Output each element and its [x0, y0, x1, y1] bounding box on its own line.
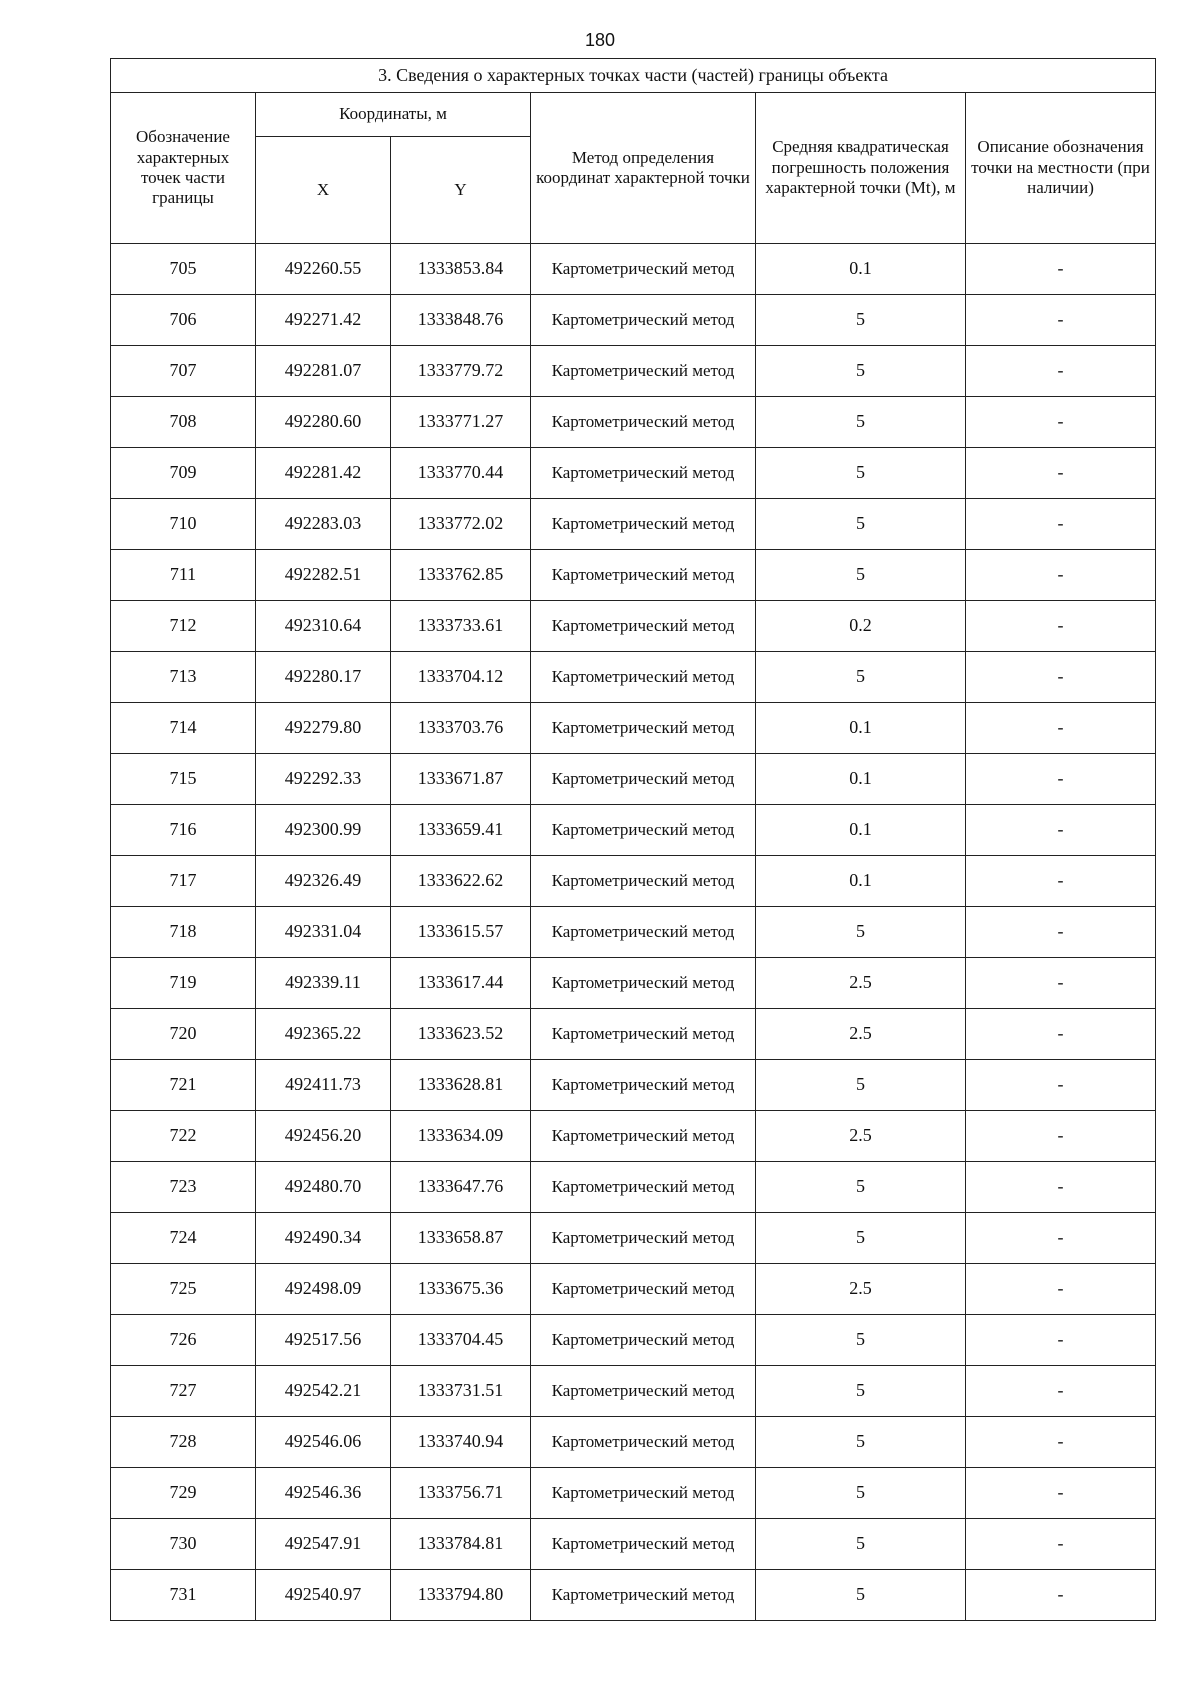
- cell-x: 492331.04: [256, 907, 391, 958]
- cell-description: -: [966, 1009, 1156, 1060]
- cell-x: 492339.11: [256, 958, 391, 1009]
- header-x: X: [256, 137, 391, 244]
- table-row: [111, 1213, 1156, 1264]
- cell-method: Картометрический метод: [531, 1162, 756, 1213]
- cell-error: 5: [756, 1315, 966, 1366]
- cell-method: Картометрический метод: [531, 805, 756, 856]
- cell-error: 0.2: [756, 601, 966, 652]
- cell-y: 1333772.02: [391, 499, 531, 550]
- header-error: Средняя квадратическая погрешность положения характерной точки (Mt), м: [756, 93, 966, 244]
- cell-method: Картометрический метод: [531, 754, 756, 805]
- cell-y: 1333762.85: [391, 550, 531, 601]
- cell-error: 5: [756, 1468, 966, 1519]
- cell-description: -: [966, 1060, 1156, 1111]
- table-row: [111, 958, 1156, 1009]
- cell-x: 492517.56: [256, 1315, 391, 1366]
- cell-description: -: [966, 295, 1156, 346]
- boundary-points-table: [110, 58, 1156, 1621]
- cell-error: 0.1: [756, 754, 966, 805]
- table-row: [111, 1570, 1156, 1621]
- cell-x: 492292.33: [256, 754, 391, 805]
- cell-x: 492480.70: [256, 1162, 391, 1213]
- cell-y: 1333659.41: [391, 805, 531, 856]
- cell-point: 725: [111, 1264, 256, 1315]
- cell-method: Картометрический метод: [531, 295, 756, 346]
- cell-point: 729: [111, 1468, 256, 1519]
- table-row: [111, 448, 1156, 499]
- table-row: [111, 397, 1156, 448]
- cell-method: Картометрический метод: [531, 856, 756, 907]
- cell-description: -: [966, 703, 1156, 754]
- cell-point: 722: [111, 1111, 256, 1162]
- cell-method: Картометрический метод: [531, 244, 756, 295]
- cell-point: 731: [111, 1570, 256, 1621]
- cell-method: Картометрический метод: [531, 703, 756, 754]
- cell-method: Картометрический метод: [531, 1570, 756, 1621]
- table-title: 3. Сведения о характерных точках части (частей) границы объекта: [111, 59, 1156, 93]
- cell-x: 492542.21: [256, 1366, 391, 1417]
- table-row: [111, 856, 1156, 907]
- table-row: [111, 754, 1156, 805]
- cell-point: 720: [111, 1009, 256, 1060]
- table-row: [111, 1366, 1156, 1417]
- cell-y: 1333634.09: [391, 1111, 531, 1162]
- table-row: [111, 652, 1156, 703]
- cell-point: 719: [111, 958, 256, 1009]
- cell-method: Картометрический метод: [531, 1009, 756, 1060]
- cell-method: Картометрический метод: [531, 652, 756, 703]
- table-row: [111, 907, 1156, 958]
- cell-x: 492365.22: [256, 1009, 391, 1060]
- cell-x: 492547.91: [256, 1519, 391, 1570]
- cell-x: 492260.55: [256, 244, 391, 295]
- cell-error: 5: [756, 907, 966, 958]
- cell-point: 710: [111, 499, 256, 550]
- cell-description: -: [966, 397, 1156, 448]
- header-point: Обозначение характерных точек части границы: [111, 93, 256, 244]
- cell-description: -: [966, 1264, 1156, 1315]
- cell-point: 713: [111, 652, 256, 703]
- cell-x: 492310.64: [256, 601, 391, 652]
- header-row-1: [111, 93, 1156, 137]
- cell-point: 708: [111, 397, 256, 448]
- cell-error: 5: [756, 1519, 966, 1570]
- cell-y: 1333740.94: [391, 1417, 531, 1468]
- table-row: [111, 1417, 1156, 1468]
- cell-method: Картометрический метод: [531, 1468, 756, 1519]
- table-body: [111, 244, 1156, 1621]
- cell-y: 1333622.62: [391, 856, 531, 907]
- cell-x: 492411.73: [256, 1060, 391, 1111]
- cell-description: -: [966, 346, 1156, 397]
- cell-method: Картометрический метод: [531, 499, 756, 550]
- cell-y: 1333756.71: [391, 1468, 531, 1519]
- cell-description: -: [966, 652, 1156, 703]
- cell-x: 492300.99: [256, 805, 391, 856]
- cell-x: 492490.34: [256, 1213, 391, 1264]
- cell-y: 1333853.84: [391, 244, 531, 295]
- cell-y: 1333731.51: [391, 1366, 531, 1417]
- cell-method: Картометрический метод: [531, 1213, 756, 1264]
- cell-method: Картометрический метод: [531, 1366, 756, 1417]
- cell-y: 1333658.87: [391, 1213, 531, 1264]
- cell-error: 2.5: [756, 1009, 966, 1060]
- cell-x: 492281.42: [256, 448, 391, 499]
- cell-y: 1333770.44: [391, 448, 531, 499]
- cell-method: Картометрический метод: [531, 1264, 756, 1315]
- cell-error: 5: [756, 1570, 966, 1621]
- cell-method: Картометрический метод: [531, 601, 756, 652]
- cell-y: 1333675.36: [391, 1264, 531, 1315]
- cell-x: 492456.20: [256, 1111, 391, 1162]
- cell-point: 730: [111, 1519, 256, 1570]
- cell-error: 0.1: [756, 805, 966, 856]
- cell-method: Картометрический метод: [531, 1111, 756, 1162]
- cell-error: 0.1: [756, 703, 966, 754]
- cell-x: 492282.51: [256, 550, 391, 601]
- cell-description: -: [966, 1213, 1156, 1264]
- cell-description: -: [966, 754, 1156, 805]
- cell-error: 5: [756, 1366, 966, 1417]
- cell-point: 706: [111, 295, 256, 346]
- cell-description: -: [966, 1162, 1156, 1213]
- table-row: [111, 1468, 1156, 1519]
- table-row: [111, 703, 1156, 754]
- cell-method: Картометрический метод: [531, 907, 756, 958]
- cell-error: 5: [756, 448, 966, 499]
- cell-method: Картометрический метод: [531, 958, 756, 1009]
- cell-point: 723: [111, 1162, 256, 1213]
- table-row: [111, 346, 1156, 397]
- cell-point: 717: [111, 856, 256, 907]
- cell-point: 711: [111, 550, 256, 601]
- cell-point: 715: [111, 754, 256, 805]
- table-row: [111, 1060, 1156, 1111]
- cell-description: -: [966, 448, 1156, 499]
- table-row: [111, 499, 1156, 550]
- cell-y: 1333733.61: [391, 601, 531, 652]
- cell-x: 492283.03: [256, 499, 391, 550]
- cell-error: 2.5: [756, 1264, 966, 1315]
- cell-description: -: [966, 1468, 1156, 1519]
- cell-method: Картометрический метод: [531, 1417, 756, 1468]
- table-row: [111, 244, 1156, 295]
- table-row: [111, 295, 1156, 346]
- cell-error: 5: [756, 1213, 966, 1264]
- cell-description: -: [966, 244, 1156, 295]
- table-row: [111, 1315, 1156, 1366]
- cell-y: 1333784.81: [391, 1519, 531, 1570]
- cell-description: -: [966, 1417, 1156, 1468]
- cell-point: 721: [111, 1060, 256, 1111]
- cell-x: 492540.97: [256, 1570, 391, 1621]
- table-row: [111, 1162, 1156, 1213]
- cell-point: 714: [111, 703, 256, 754]
- cell-error: 5: [756, 1162, 966, 1213]
- cell-method: Картометрический метод: [531, 1519, 756, 1570]
- cell-description: -: [966, 1366, 1156, 1417]
- page-number: 180: [584, 30, 616, 50]
- cell-y: 1333671.87: [391, 754, 531, 805]
- cell-description: -: [966, 1519, 1156, 1570]
- cell-y: 1333704.12: [391, 652, 531, 703]
- cell-description: -: [966, 499, 1156, 550]
- cell-y: 1333779.72: [391, 346, 531, 397]
- cell-y: 1333615.57: [391, 907, 531, 958]
- cell-method: Картометрический метод: [531, 448, 756, 499]
- cell-point: 727: [111, 1366, 256, 1417]
- table-row: [111, 550, 1156, 601]
- header-method: Метод определения координат характерной точки: [531, 93, 756, 244]
- cell-point: 716: [111, 805, 256, 856]
- cell-error: 0.1: [756, 244, 966, 295]
- cell-method: Картометрический метод: [531, 397, 756, 448]
- cell-error: 5: [756, 1417, 966, 1468]
- cell-description: -: [966, 805, 1156, 856]
- cell-x: 492280.60: [256, 397, 391, 448]
- cell-x: 492281.07: [256, 346, 391, 397]
- cell-point: 707: [111, 346, 256, 397]
- header-y: Y: [391, 137, 531, 244]
- table-row: [111, 805, 1156, 856]
- cell-point: 718: [111, 907, 256, 958]
- cell-error: 5: [756, 550, 966, 601]
- cell-y: 1333628.81: [391, 1060, 531, 1111]
- cell-x: 492279.80: [256, 703, 391, 754]
- cell-error: 2.5: [756, 1111, 966, 1162]
- cell-description: -: [966, 907, 1156, 958]
- cell-error: 0.1: [756, 856, 966, 907]
- cell-method: Картометрический метод: [531, 1060, 756, 1111]
- cell-method: Картометрический метод: [531, 550, 756, 601]
- cell-description: -: [966, 856, 1156, 907]
- cell-error: 5: [756, 397, 966, 448]
- cell-point: 724: [111, 1213, 256, 1264]
- table-header: [111, 59, 1156, 244]
- cell-method: Картометрический метод: [531, 346, 756, 397]
- cell-error: 5: [756, 295, 966, 346]
- cell-error: 2.5: [756, 958, 966, 1009]
- cell-x: 492271.42: [256, 295, 391, 346]
- cell-x: 492326.49: [256, 856, 391, 907]
- cell-point: 712: [111, 601, 256, 652]
- cell-description: -: [966, 1111, 1156, 1162]
- cell-error: 5: [756, 499, 966, 550]
- cell-point: 726: [111, 1315, 256, 1366]
- cell-error: 5: [756, 346, 966, 397]
- cell-y: 1333704.45: [391, 1315, 531, 1366]
- cell-y: 1333848.76: [391, 295, 531, 346]
- cell-y: 1333703.76: [391, 703, 531, 754]
- cell-description: -: [966, 550, 1156, 601]
- cell-description: -: [966, 601, 1156, 652]
- table-row: [111, 601, 1156, 652]
- table-row: [111, 1111, 1156, 1162]
- table-title-row: [111, 59, 1156, 93]
- cell-x: 492498.09: [256, 1264, 391, 1315]
- table-row: [111, 1009, 1156, 1060]
- cell-x: 492280.17: [256, 652, 391, 703]
- cell-error: 5: [756, 1060, 966, 1111]
- cell-error: 5: [756, 652, 966, 703]
- header-coordinates: Координаты, м: [256, 93, 531, 137]
- table-row: [111, 1264, 1156, 1315]
- cell-point: 728: [111, 1417, 256, 1468]
- header-description: Описание обозначения точки на местности (при наличии): [966, 93, 1156, 244]
- cell-point: 705: [111, 244, 256, 295]
- cell-x: 492546.06: [256, 1417, 391, 1468]
- cell-y: 1333771.27: [391, 397, 531, 448]
- cell-x: 492546.36: [256, 1468, 391, 1519]
- cell-y: 1333623.52: [391, 1009, 531, 1060]
- cell-description: -: [966, 958, 1156, 1009]
- cell-method: Картометрический метод: [531, 1315, 756, 1366]
- cell-description: -: [966, 1570, 1156, 1621]
- cell-y: 1333794.80: [391, 1570, 531, 1621]
- table-row: [111, 1519, 1156, 1570]
- cell-description: -: [966, 1315, 1156, 1366]
- cell-y: 1333647.76: [391, 1162, 531, 1213]
- cell-y: 1333617.44: [391, 958, 531, 1009]
- cell-point: 709: [111, 448, 256, 499]
